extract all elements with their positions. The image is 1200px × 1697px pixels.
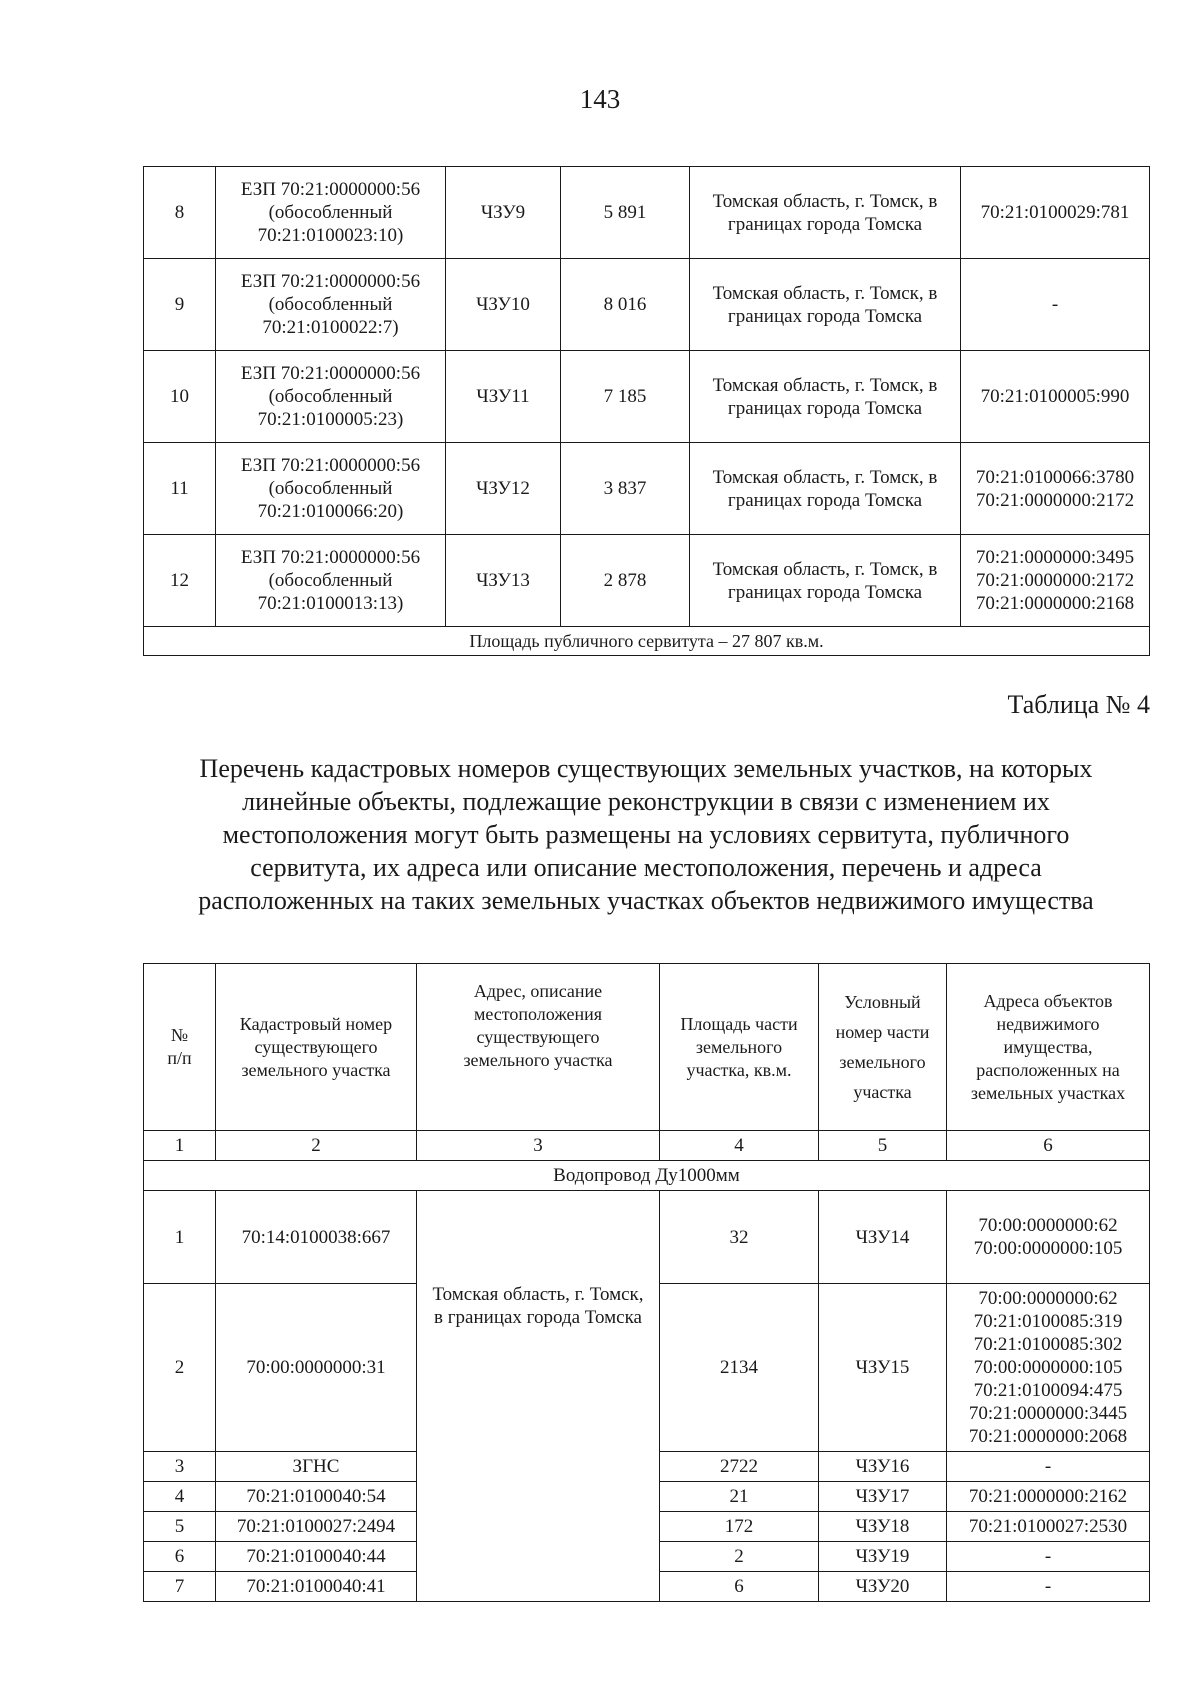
cell-line: 70:21:0100066:20) bbox=[257, 501, 404, 522]
cell-line: границах города Томска bbox=[727, 581, 923, 603]
table-4 bbox=[143, 963, 1150, 1602]
row-number-cell: 9 bbox=[144, 259, 216, 351]
cell-line: участка, кв.м. bbox=[686, 1059, 792, 1080]
part-id-cell: ЧЗУ9 bbox=[446, 167, 561, 259]
objects-cell bbox=[947, 1482, 1150, 1512]
cell-line: 70:21:0100005:990 bbox=[980, 386, 1130, 407]
objects-cell bbox=[947, 1572, 1150, 1602]
cell-line: 70:21:0100027:2530 bbox=[968, 1516, 1128, 1537]
cell-line: местоположения bbox=[473, 1004, 603, 1024]
objects-cell bbox=[961, 535, 1150, 627]
cell-line: 70:21:0100013:13) bbox=[257, 593, 404, 614]
cell-line: земельного участка bbox=[463, 1050, 613, 1070]
area-cell: 8 016 bbox=[561, 259, 690, 351]
part-id-cell: ЧЗУ15 bbox=[819, 1284, 947, 1452]
cell-line: земельного bbox=[839, 1052, 926, 1072]
cell-line: (обособленный bbox=[268, 294, 393, 315]
cell-line: 70:00:0000000:105 bbox=[973, 1357, 1123, 1378]
table-row bbox=[144, 167, 1150, 259]
total-row bbox=[144, 627, 1150, 656]
cell-line: 70:21:0100094:475 bbox=[973, 1380, 1123, 1401]
cell-line: Томская область, г. Томск, в bbox=[712, 190, 938, 212]
cadastral-cell: 70:14:0100038:667 bbox=[216, 1191, 417, 1284]
row-number-cell: 11 bbox=[144, 443, 216, 535]
cell-line: 70:21:0000000:3495 bbox=[975, 547, 1135, 568]
cell-line: земельных участках bbox=[970, 1082, 1126, 1103]
address-cell bbox=[417, 1191, 660, 1602]
area-cell: 2 878 bbox=[561, 535, 690, 627]
cell-line: 70:00:0000000:105 bbox=[973, 1238, 1123, 1259]
cell-line: - bbox=[1044, 1546, 1052, 1567]
header-address bbox=[417, 964, 660, 1131]
cell-line: 70:00:0000000:62 bbox=[978, 1215, 1118, 1236]
objects-cell bbox=[961, 443, 1150, 535]
cell-line: Условный bbox=[844, 992, 921, 1012]
area-cell: 2722 bbox=[660, 1452, 819, 1482]
cell-line: Площадь части bbox=[680, 1013, 798, 1034]
cell-line: Томская область, г. Томск, в bbox=[712, 466, 938, 488]
objects-cell bbox=[947, 1512, 1150, 1542]
area-cell: 172 bbox=[660, 1512, 819, 1542]
cell-line: Адреса объектов bbox=[983, 990, 1113, 1011]
address-cell bbox=[690, 535, 961, 627]
row-number-cell: 10 bbox=[144, 351, 216, 443]
part-id-cell: ЧЗУ12 bbox=[446, 443, 561, 535]
cadastral-cell: 70:00:0000000:31 bbox=[216, 1284, 417, 1452]
row-number-cell: 8 bbox=[144, 167, 216, 259]
part-id-cell: ЧЗУ11 bbox=[446, 351, 561, 443]
area-cell: 3 837 bbox=[561, 443, 690, 535]
objects-cell bbox=[947, 1191, 1150, 1284]
cell-line: Томская область, г. Томск, в bbox=[712, 558, 938, 580]
objects-cell bbox=[961, 167, 1150, 259]
cell-line: 70:21:0100023:10) bbox=[257, 225, 404, 246]
ezp-cell bbox=[216, 443, 446, 535]
section-title: Водопровод Ду1000мм bbox=[144, 1161, 1150, 1191]
header-row bbox=[144, 964, 1150, 1131]
column-number: 1 bbox=[144, 1131, 216, 1161]
part-id-cell: ЧЗУ14 bbox=[819, 1191, 947, 1284]
area-cell: 7 185 bbox=[561, 351, 690, 443]
table-row bbox=[144, 259, 1150, 351]
row-number-cell: 5 bbox=[144, 1512, 216, 1542]
area-cell: 2134 bbox=[660, 1284, 819, 1452]
objects-cell bbox=[961, 259, 1150, 351]
cell-line: № bbox=[170, 1025, 189, 1045]
cadastral-cell: 70:21:0100040:54 bbox=[216, 1482, 417, 1512]
cell-line: в границах города Томска bbox=[434, 1307, 642, 1328]
row-number-cell: 1 bbox=[144, 1191, 216, 1284]
title-line: расположенных на таких земельных участках объектов недвижимого имущества bbox=[198, 886, 1094, 915]
cell-line: недвижимого bbox=[996, 1013, 1100, 1034]
title-line: местоположения могут быть размещены на условиях сервитута, публичного bbox=[222, 820, 1070, 849]
cell-line: Томская область, г. Томск, в bbox=[712, 374, 938, 396]
cell-line: (обособленный bbox=[268, 386, 393, 407]
ezp-cell bbox=[216, 259, 446, 351]
title-line: сервитута, их адреса или описание местоположения, перечень и адреса bbox=[250, 853, 1042, 882]
cell-line: 70:00:0000000:62 bbox=[978, 1288, 1118, 1309]
cell-line: имущества, bbox=[1003, 1036, 1093, 1057]
header-number bbox=[144, 964, 216, 1131]
table-row bbox=[144, 443, 1150, 535]
cell-line: (обособленный bbox=[268, 478, 393, 499]
objects-cell bbox=[961, 351, 1150, 443]
cadastral-cell: 70:21:0100040:41 bbox=[216, 1572, 417, 1602]
cadastral-cell: ЗГНС bbox=[216, 1452, 417, 1482]
cell-line: земельного участка bbox=[241, 1059, 391, 1080]
part-id-cell: ЧЗУ20 bbox=[819, 1572, 947, 1602]
cell-line: существующего bbox=[254, 1036, 378, 1057]
area-cell: 6 bbox=[660, 1572, 819, 1602]
area-cell: 5 891 bbox=[561, 167, 690, 259]
cadastral-cell: 70:21:0100027:2494 bbox=[216, 1512, 417, 1542]
header-objects bbox=[947, 964, 1150, 1131]
table-3-continuation bbox=[143, 166, 1150, 656]
part-id-cell: ЧЗУ18 bbox=[819, 1512, 947, 1542]
part-id-cell: ЧЗУ13 bbox=[446, 535, 561, 627]
cell-line: 70:21:0000000:2172 bbox=[975, 570, 1135, 591]
cell-line: 70:21:0100022:7) bbox=[262, 317, 399, 338]
cell-line: 70:21:0100005:23) bbox=[257, 409, 404, 430]
cell-line: 70:21:0000000:2168 bbox=[975, 593, 1135, 614]
part-id-cell: ЧЗУ17 bbox=[819, 1482, 947, 1512]
cell-line: 70:21:0100066:3780 bbox=[975, 466, 1135, 488]
column-number-row bbox=[144, 1131, 1150, 1161]
table-4-title bbox=[143, 752, 1149, 917]
cell-line: границах города Томска bbox=[727, 305, 923, 327]
ezp-cell bbox=[216, 167, 446, 259]
cell-line: 70:21:0000000:3445 bbox=[968, 1403, 1128, 1424]
part-id-cell: ЧЗУ10 bbox=[446, 259, 561, 351]
cell-line: существующего bbox=[476, 1027, 600, 1047]
cell-line: ЕЗП 70:21:0000000:56 bbox=[240, 455, 421, 476]
title-line: Перечень кадастровых номеров существующих земельных участков, на которых bbox=[199, 754, 1093, 783]
table-4-caption: Таблица № 4 bbox=[1007, 690, 1150, 719]
address-cell bbox=[690, 259, 961, 351]
cadastral-cell: 70:21:0100040:44 bbox=[216, 1542, 417, 1572]
cell-line: номер части bbox=[835, 1022, 930, 1042]
area-cell: 32 bbox=[660, 1191, 819, 1284]
cell-line: границах города Томска bbox=[727, 489, 923, 511]
header-cadastral bbox=[216, 964, 417, 1131]
column-number: 3 bbox=[417, 1131, 660, 1161]
area-cell: 21 bbox=[660, 1482, 819, 1512]
column-number: 4 bbox=[660, 1131, 819, 1161]
cell-line: (обособленный bbox=[268, 202, 393, 223]
address-cell bbox=[690, 351, 961, 443]
objects-cell bbox=[947, 1542, 1150, 1572]
row-number-cell: 12 bbox=[144, 535, 216, 627]
area-cell: 2 bbox=[660, 1542, 819, 1572]
section-row bbox=[144, 1161, 1150, 1191]
ezp-cell bbox=[216, 535, 446, 627]
cell-line: границах города Томска bbox=[727, 397, 923, 419]
cell-line: - bbox=[1044, 1576, 1052, 1597]
cell-line: Томская область, г. Томск, в bbox=[712, 282, 938, 304]
cell-line: - bbox=[1051, 294, 1059, 315]
cell-line: расположенных на bbox=[976, 1059, 1120, 1080]
ezp-cell bbox=[216, 351, 446, 443]
cell-line: 70:21:0100085:319 bbox=[973, 1311, 1123, 1332]
row-number-cell: 6 bbox=[144, 1542, 216, 1572]
cell-line: - bbox=[1044, 1456, 1052, 1477]
table-row bbox=[144, 535, 1150, 627]
cell-line: 70:21:0000000:2172 bbox=[975, 489, 1135, 511]
part-id-cell: ЧЗУ16 bbox=[819, 1452, 947, 1482]
table-row bbox=[144, 351, 1150, 443]
cell-line: ЕЗП 70:21:0000000:56 bbox=[240, 179, 421, 200]
total-area-cell: Площадь публичного сервитута – 27 807 кв.м. bbox=[144, 627, 1150, 656]
cell-line: участка bbox=[853, 1082, 912, 1102]
title-line: линейные объекты, подлежащие реконструкции в связи с изменением их bbox=[242, 787, 1050, 816]
cell-line: 70:21:0000000:2162 bbox=[968, 1486, 1128, 1507]
column-number: 5 bbox=[819, 1131, 947, 1161]
objects-cell bbox=[947, 1284, 1150, 1452]
cell-line: (обособленный bbox=[268, 570, 393, 591]
row-number-cell: 3 bbox=[144, 1452, 216, 1482]
cell-line: 70:21:0100085:302 bbox=[973, 1334, 1123, 1355]
cell-line: Кадастровый номер bbox=[239, 1013, 393, 1034]
header-area bbox=[660, 964, 819, 1131]
cell-line: ЕЗП 70:21:0000000:56 bbox=[240, 271, 421, 292]
cell-line: земельного bbox=[695, 1036, 783, 1057]
row-number-cell: 4 bbox=[144, 1482, 216, 1512]
cell-line: границах города Томска bbox=[727, 213, 923, 235]
column-number: 2 bbox=[216, 1131, 417, 1161]
cell-line: Томская область, г. Томск, bbox=[432, 1284, 644, 1305]
cell-line: Адрес, описание bbox=[473, 981, 603, 1001]
address-cell bbox=[690, 443, 961, 535]
row-number-cell: 2 bbox=[144, 1284, 216, 1452]
cell-line: ЕЗП 70:21:0000000:56 bbox=[240, 363, 421, 384]
header-part bbox=[819, 964, 947, 1131]
part-id-cell: ЧЗУ19 bbox=[819, 1542, 947, 1572]
column-number: 6 bbox=[947, 1131, 1150, 1161]
cell-line: 70:21:0000000:2068 bbox=[968, 1426, 1128, 1447]
table-row bbox=[144, 1191, 1150, 1284]
objects-cell bbox=[947, 1452, 1150, 1482]
address-cell bbox=[690, 167, 961, 259]
row-number-cell: 7 bbox=[144, 1572, 216, 1602]
cell-line: 70:21:0100029:781 bbox=[980, 202, 1130, 223]
page-number: 143 bbox=[579, 84, 621, 114]
cell-line: ЕЗП 70:21:0000000:56 bbox=[240, 547, 421, 568]
cell-line: п/п bbox=[167, 1048, 192, 1068]
